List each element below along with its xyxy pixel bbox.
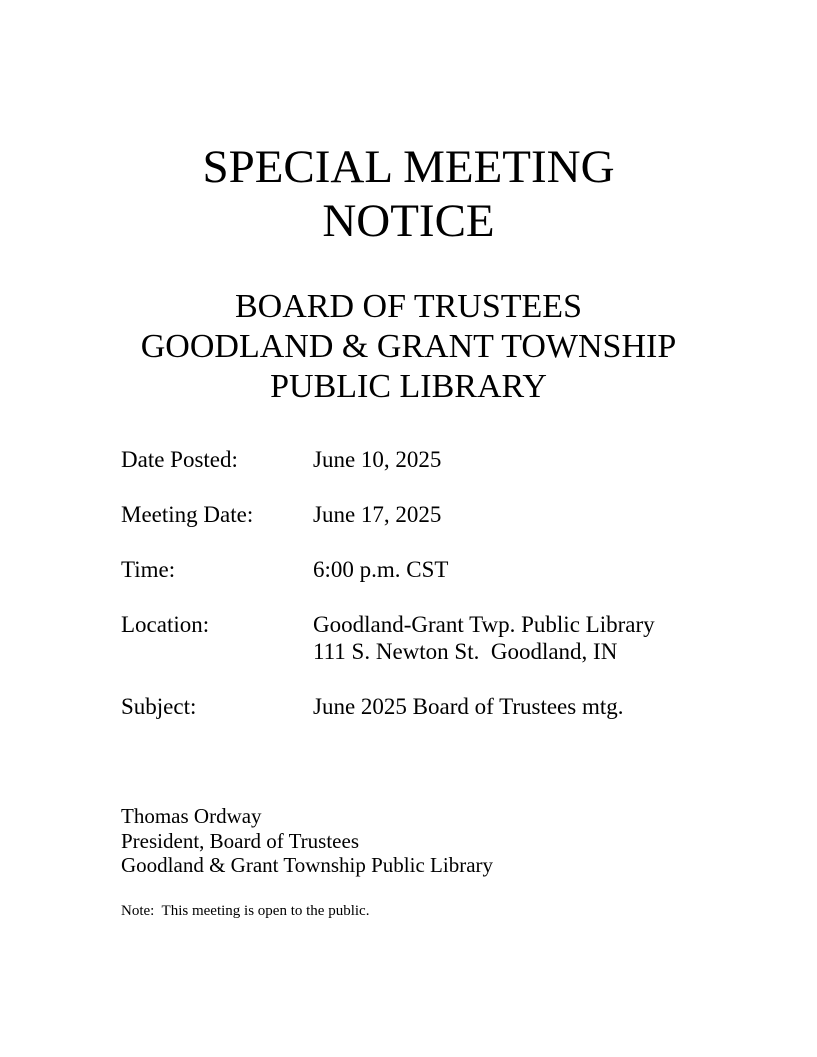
subject-label: Subject: (121, 694, 197, 719)
organization-heading (0, 287, 817, 407)
subject-row (121, 693, 741, 720)
location-value (313, 611, 655, 665)
location-line-1: Goodland-Grant Twp. Public Library (313, 612, 655, 637)
location-label: Location: (121, 612, 210, 637)
signature-block (121, 804, 493, 878)
time-label: Time: (121, 557, 176, 582)
public-note: Note: This meeting is open to the public. (121, 903, 370, 919)
time-row (121, 556, 741, 583)
date-posted-value: June 10, 2025 (313, 447, 442, 472)
notice-title (0, 140, 817, 248)
meeting-date-row (121, 501, 741, 528)
subject-value: June 2025 Board of Trustees mtg. (313, 694, 624, 719)
meeting-details (121, 446, 741, 748)
date-posted-label: Date Posted: (121, 447, 238, 472)
signer-role: President, Board of Trustees (121, 828, 359, 853)
meeting-date-label: Meeting Date: (121, 502, 254, 527)
signer-organization: Goodland & Grant Township Public Library (121, 853, 494, 877)
signer-name: Thomas Ordway (121, 804, 262, 828)
date-posted-row (121, 446, 741, 473)
organization-line-2: GOODLAND & GRANT TOWNSHIP (140, 328, 677, 365)
title-line-2: NOTICE (322, 195, 495, 247)
location-row (121, 611, 741, 665)
organization-line-1: BOARD OF TRUSTEES (235, 288, 582, 325)
location-line-2: 111 S. Newton St. Goodland, IN (313, 639, 618, 664)
time-value: 6:00 p.m. CST (313, 557, 449, 582)
title-line-1: SPECIAL MEETING (202, 141, 615, 193)
meeting-date-value: June 17, 2025 (313, 502, 442, 527)
organization-line-3: PUBLIC LIBRARY (270, 368, 547, 405)
